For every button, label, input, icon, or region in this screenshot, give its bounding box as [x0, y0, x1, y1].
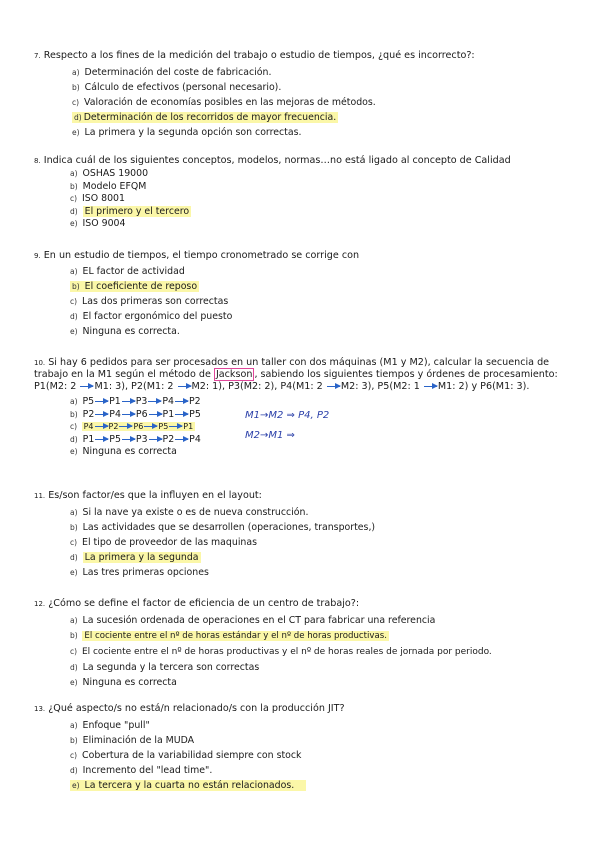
option-a[interactable]: a) Si la nave ya existe o es de nueva construcción. — [70, 507, 309, 518]
option-d[interactable]: d) La segunda y la tercera son correctas — [70, 662, 260, 673]
question-number: 11. — [34, 492, 46, 500]
option-d[interactable] — [72, 110, 574, 125]
question-number: 12. — [34, 600, 46, 608]
highlighted-answer: P4 P2 P6 P5 P1 — [83, 422, 194, 431]
highlighted-answer: El cociente entre el nº de horas estándar y el nº de horas productivas. — [84, 631, 387, 641]
option-c[interactable]: c) Valoración de economías posibles en las mejoras de métodos. — [72, 97, 376, 108]
question-stem: ¿Qué aspecto/s no está/n relacionado/s con la producción JIT? — [48, 703, 345, 714]
jackson-boxed-word: Jackson — [215, 369, 253, 380]
highlighted-answer: El primero y el tercero — [84, 205, 190, 217]
question-8 — [34, 155, 574, 231]
option-c[interactable]: c) Las dos primeras son correctas — [70, 296, 229, 307]
arrow-icon — [175, 414, 188, 415]
question-10: 10. Si hay 6 pedidos para ser procesados en un taller con dos máquinas (M1 y M2), calcular la secuencia de trabajo en la M1 según el método de Jackson , sabiendo los siguientes tiempos y órdenes de procesamiento: P1(M2: 2 M1: 3), P2(M1: 2 M2: 1), P3(M2: 2), P4(M1: 2 M2: 3), P5(M2: 1 M1: 2) y P6(M1: 3). a) P5 P1 P3 P4 P2 b) P2 P4 P6 P1 P5 c) P4 P2 P6 P5 P1 d) P1 P5 P3 P2 P4 e) Ninguna es correcta — [34, 357, 569, 459]
question-stem: Es/son factor/es que la influyen en el layout: — [48, 490, 262, 501]
question-stem: ¿Cómo se define el factor de eficiencia de un centro de trabajo?: — [48, 598, 360, 609]
arrow-icon — [80, 386, 93, 387]
question-9 — [34, 250, 574, 339]
option-c[interactable]: c) El tipo de proveedor de las maquinas — [70, 537, 257, 548]
question-12 — [34, 598, 574, 690]
arrow-icon — [95, 414, 108, 415]
question-stem: Respecto a los fines de la medición del trabajo o estudio de tiempos, ¿qué es incorrecto?: — [43, 50, 475, 61]
option-c[interactable]: c) El cociente entre el nº de horas productivas y el nº de horas reales de jornada por periodo. — [70, 647, 492, 657]
handwritten-note-2: M2→M1 ⇒ — [245, 430, 295, 441]
question-number: 7. — [34, 52, 41, 60]
option-d[interactable]: d) La primera y la segunda — [70, 552, 199, 563]
option-b[interactable] — [70, 279, 574, 294]
arrow-icon — [144, 426, 157, 427]
arrow-icon — [178, 386, 191, 387]
option-e[interactable] — [70, 778, 574, 793]
arrow-icon — [122, 401, 135, 402]
arrow-icon — [95, 439, 108, 440]
option-b[interactable]: b) Eliminación de la MUDA — [70, 735, 195, 746]
arrow-icon — [122, 414, 135, 415]
arrow-icon — [122, 439, 135, 440]
question-number: 10. — [34, 359, 46, 367]
highlighted-answer: e) La tercera y la cuarta no están relacionados. — [70, 780, 306, 791]
question-number: 13. — [34, 705, 46, 713]
option-a[interactable]: a) La sucesión ordenada de operaciones en el CT para fabricar una referencia — [70, 615, 436, 626]
highlighted-answer: La primera y la segunda — [84, 552, 199, 563]
option-b[interactable]: b) El cociente entre el nº de horas estándar y el nº de horas productivas. — [70, 631, 387, 641]
question-7 — [34, 50, 574, 140]
option-d[interactable]: d) P1 P5 P3 P2 P4 — [70, 433, 201, 445]
option-c[interactable]: c) ISO 8001 — [70, 193, 125, 204]
option-e[interactable]: e) La primera y la segunda opción son correctas. — [72, 127, 302, 138]
option-e[interactable]: e) Ninguna es correcta. — [70, 326, 180, 337]
question-11 — [34, 490, 574, 580]
handwritten-note-1: M1→M2 ⇒ P4, P2 — [245, 410, 330, 421]
option-e[interactable]: e) ISO 9004 — [70, 218, 126, 229]
highlighted-answer: b) El coeficiente de reposo — [72, 281, 198, 292]
question-stem: En un estudio de tiempos, el tiempo cronometrado se corrige con — [43, 250, 360, 261]
arrow-icon — [149, 439, 162, 440]
option-d[interactable]: d) El primero y el tercero — [70, 205, 190, 217]
question-13 — [34, 703, 574, 793]
option-b[interactable]: b) Cálculo de efectivos (personal necesario). — [72, 82, 282, 93]
arrow-icon — [424, 386, 437, 387]
arrow-icon — [95, 401, 108, 402]
arrow-icon — [169, 426, 182, 427]
arrow-icon — [148, 401, 161, 402]
option-e[interactable]: e) Ninguna es correcta — [70, 446, 177, 457]
question-stem: Indica cuál de los siguientes conceptos, modelos, normas…no está ligado al concepto de Calidad — [43, 155, 511, 166]
option-a[interactable]: a) Enfoque "pull" — [70, 720, 150, 731]
arrow-icon — [149, 414, 162, 415]
option-b[interactable]: b) Las actividades que se desarrollen (operaciones, transportes,) — [70, 522, 376, 533]
option-d[interactable]: d) Incremento del "lead time". — [70, 765, 213, 776]
arrow-icon — [119, 426, 132, 427]
arrow-icon — [175, 401, 188, 402]
option-b[interactable]: b) Modelo EFQM — [70, 180, 147, 192]
option-b[interactable]: b) P2 P4 P6 P1 P5 — [70, 408, 201, 420]
arrow-icon — [175, 439, 188, 440]
question-number: 9. — [34, 252, 41, 260]
option-e[interactable]: e) Las tres primeras opciones — [70, 567, 209, 578]
arrow-icon — [95, 426, 108, 427]
arrow-icon — [327, 386, 340, 387]
option-a[interactable]: a) OSHAS 19000 — [70, 168, 149, 179]
option-c[interactable]: c) P4 P2 P6 P5 P1 — [70, 422, 194, 431]
option-a[interactable]: a) EL factor de actividad — [70, 266, 185, 277]
option-e[interactable]: e) Ninguna es correcta — [70, 677, 177, 688]
question-number: 8. — [34, 157, 41, 165]
option-a[interactable]: a) P5 P1 P3 P4 P2 — [70, 396, 201, 407]
highlighted-answer: d) Determinación de los recorridos de mayor frecuencia. — [74, 112, 337, 123]
option-a[interactable]: a) Determinación del coste de fabricación. — [72, 67, 272, 78]
option-d[interactable]: d) El factor ergonómico del puesto — [70, 311, 233, 322]
option-c[interactable]: c) Cobertura de la variabilidad siempre con stock — [70, 750, 302, 761]
